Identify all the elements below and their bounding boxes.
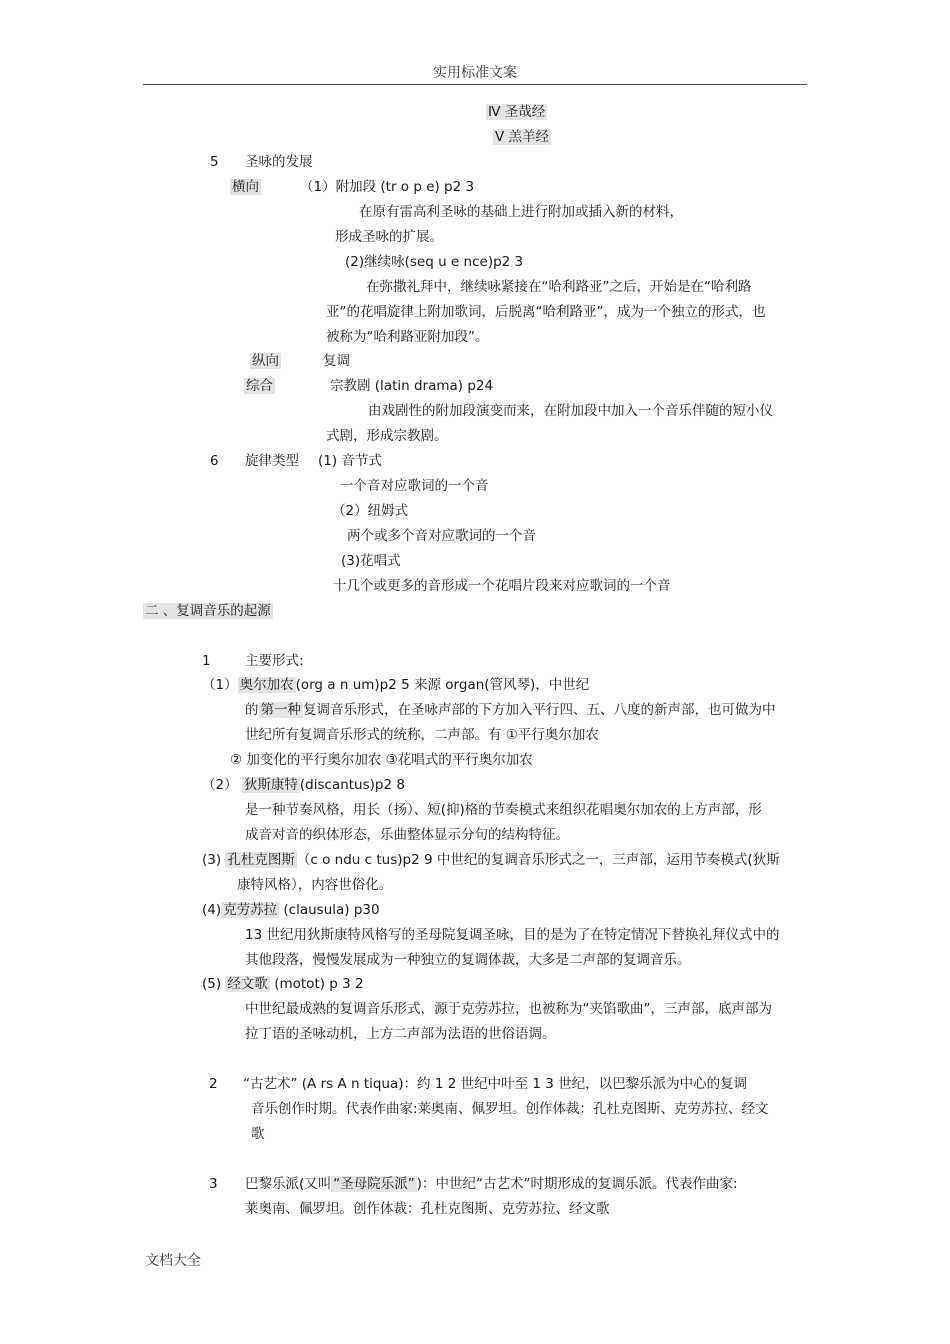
discantus-desc: 成音对音的织体形态，乐曲整体显示分句的结构特征。 [245, 827, 569, 843]
clausula-line: (4) 克劳苏拉 (clausula) p30 [202, 902, 380, 918]
page-header-title: 实用标准文案 [433, 65, 517, 81]
trope-desc: 在原有雷高利圣咏的基础上进行附加或插入新的材料， [359, 204, 683, 220]
item-number: 2 [209, 1076, 218, 1092]
mass-part-v: Ⅴ 羔羊经 [495, 129, 550, 145]
melody-type-item: (1) 音节式 [318, 453, 382, 469]
sequence-desc: 亚”的花唱旋律上附加歌词，后脱离“哈利路亚”，成为一个独立的形式，也 [326, 304, 766, 320]
discantus-desc: 是一种节奏风格，用长（扬）、短(抑)格的节奏模式来组织花唱奥尔加农的上方声部，形 [245, 802, 762, 818]
mass-part-iv: Ⅳ 圣哉经 [488, 104, 546, 120]
paris-school-desc: 莱奥南、佩罗坦。创作体裁：孔杜克图斯、克劳苏拉、经文歌 [245, 1201, 610, 1217]
clausula-desc: 13 世纪用狄斯康特风格写的圣母院复调圣咏，目的是为了在特定情况下替换礼拜仪式中的 [245, 927, 780, 943]
header-rule [143, 84, 807, 85]
section-heading: 圣咏的发展 [245, 154, 313, 170]
organum-desc: ② 加变化的平行奥尔加农 ③花唱式的平行奥尔加农 [230, 752, 533, 768]
motet-desc: 中世纪最成熟的复调音乐形式，源于克劳苏拉，也被称为“夹馅歌曲”，三声部，底声部为 [245, 1001, 772, 1017]
melody-type-desc: 十几个或更多的音形成一个花唱片段来对应歌词的一个音 [333, 578, 671, 594]
page-footer: 文档大全 [145, 1253, 201, 1269]
conductus-desc: 康特风格），内容世俗化。 [237, 877, 393, 893]
organum-desc: 世纪所有复调音乐形式的统称，二声部。有 ①平行奥尔加农 [245, 727, 599, 743]
melody-type-desc: 一个音对应歌词的一个音 [340, 478, 489, 494]
trope-title: （1）附加段 (tr o p e) p2 3 [300, 179, 475, 195]
melody-type-item: (3)花唱式 [341, 553, 401, 569]
label-vertical: 纵向 [252, 353, 279, 369]
organum-line: （1） 奥尔加农 (org a n um)p2 5 来源 organ(管风琴)，中世纪 [202, 677, 590, 693]
motet-line: (5) 经文歌 (motot) p 3 2 [202, 976, 364, 992]
item-number: 5 [210, 154, 219, 170]
motet-desc: 拉丁语的圣咏动机，上方二声部为法语的世俗语调。 [245, 1026, 556, 1042]
item-number: 6 [210, 453, 219, 469]
combined-desc: 式剧，形成宗教剧。 [326, 428, 448, 444]
ars-antiqua-desc: 音乐创作时期。代表作曲家:莱奥南、佩罗坦。创作体裁：孔杜克图斯、克劳苏拉、经文 [251, 1101, 769, 1117]
discantus-line: （2） 狄斯康特 (discantus)p2 8 [202, 777, 405, 793]
sequence-desc: 被称为“哈利路亚附加段”。 [326, 329, 489, 345]
label-horizontal: 横向 [232, 179, 259, 195]
section-heading: 旋律类型 [245, 453, 299, 469]
trope-desc: 形成圣咏的扩展。 [335, 229, 443, 245]
section-title: 二 、复调音乐的起源 [145, 603, 271, 619]
ars-antiqua-desc: 歌 [251, 1126, 265, 1142]
organum-desc: 的 第一种 复调音乐形式，在圣咏声部的下方加入平行四、五、八度的新声部，也可做为中 [245, 702, 776, 718]
item-number: 1 [202, 653, 211, 669]
label-combined: 综合 [246, 378, 273, 394]
item-number: 3 [209, 1176, 218, 1192]
paris-school-line: 巴黎乐派(又叫 “圣母院乐派” )：中世纪“古艺术”时期形成的复调乐派。代表作曲家: [245, 1176, 738, 1192]
vertical-value: 复调 [323, 353, 350, 369]
clausula-desc: 其他段落，慢慢发展成为一种独立的复调体裁，大多是二声部的复调音乐。 [245, 952, 691, 968]
conductus-line: (3) 孔杜克图斯 （c o ndu c tus)p2 9 中世纪的复调音乐形式之一，三声部，运用节奏模式(狄斯 [202, 852, 780, 868]
combined-desc: 由戏剧性的附加段演变而来，在附加段中加入一个音乐伴随的短小仪 [368, 403, 773, 419]
ars-antiqua-desc: “古艺术” (A rs A n tiqua)：约 1 2 世纪中叶至 1 3 世纪，以巴黎乐派为中心的复调 [243, 1076, 748, 1092]
sequence-desc: 在弥撒礼拜中，继续咏紧接在“哈利路亚”之后，开始是在“哈利路 [366, 279, 752, 295]
melody-type-item: （2）纽姆式 [332, 503, 409, 519]
forms-heading: 主要形式: [245, 653, 304, 669]
sequence-title: (2)继续咏(seq u e nce)p2 3 [345, 254, 524, 270]
combined-value: 宗教剧 (latin drama) p24 [330, 378, 494, 394]
melody-type-desc: 两个或多个音对应歌词的一个音 [347, 528, 536, 544]
